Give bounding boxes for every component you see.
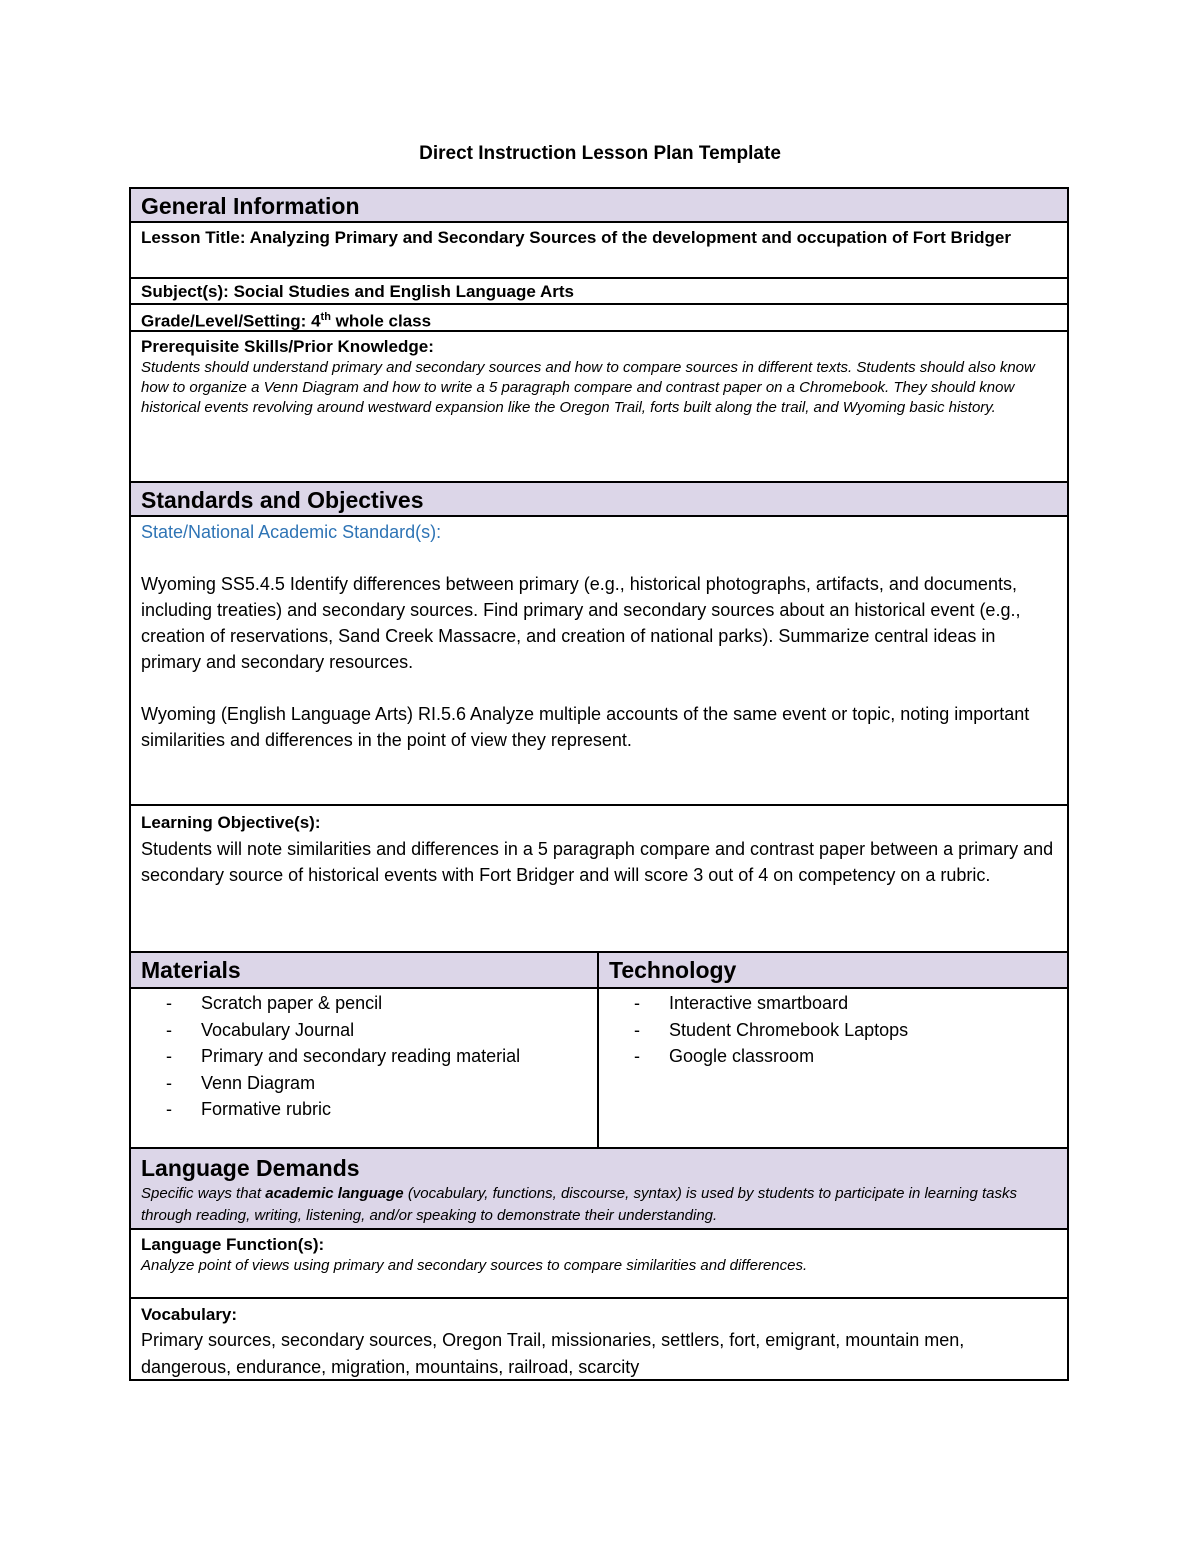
lesson-plan-table — [129, 187, 1069, 1381]
subject-row — [131, 279, 1067, 305]
lesson-title-row — [131, 223, 1067, 279]
list-item: - Primary and secondary reading material — [166, 1046, 521, 1066]
language-demands-description: Specific ways that academic language (vocabulary, functions, discourse, syntax) is used by students to participate in learning tasks through reading, writing, listening, and/or speaking to demonstrate their understanding. — [141, 1185, 1018, 1224]
lesson-title-value: Analyzing Primary and Secondary Sources of the development and occupation of Fort Bridger — [249, 228, 1011, 247]
technology-cell — [599, 989, 1067, 1147]
prerequisite-label: Prerequisite Skills/Prior Knowledge: — [141, 337, 434, 356]
lesson-title-label: Lesson Title: — [141, 228, 246, 247]
materials-technology-row — [131, 989, 1067, 1149]
standards-row — [131, 517, 1067, 806]
materials-technology-header-row — [131, 953, 1067, 989]
grade-value: whole class — [335, 311, 432, 331]
academic-language-term: academic language — [265, 1185, 404, 1202]
standard-ri-5-6: Wyoming (English Language Arts) RI.5.6 Analyze multiple accounts of the same event or topic, noting important similarities and differences in the point of view they represent. — [141, 704, 1030, 750]
list-item: - Student Chromebook Laptops — [634, 1019, 909, 1040]
objective-row — [131, 806, 1067, 953]
language-function-label: Language Function(s): — [141, 1235, 325, 1254]
list-item: - Venn Diagram — [166, 1072, 316, 1093]
subject-value: Social Studies and English Language Arts — [233, 282, 574, 301]
standard-ss-5-4-5: Wyoming SS5.4.5 Identify differences between primary (e.g., historical photographs, artifacts, and documents, including treaties) and secondary sources. Find primary and secondary sources about an historical event (e.g., creation of reservations, Sand Creek Massacre, and creation of national parks). Summarize central ideas in primary and secondary resources. — [141, 574, 1021, 672]
language-function-row — [131, 1230, 1067, 1299]
general-information-header: General Information — [131, 189, 1067, 223]
list-item: - Google classroom — [634, 1046, 815, 1066]
list-item: - Interactive smartboard — [634, 993, 849, 1013]
grade-label: Grade/Level/Setting: — [141, 311, 307, 331]
subject-label: Subject(s): — [141, 282, 229, 301]
language-demands-header — [131, 1149, 1067, 1230]
standards-label: State/National Academic Standard(s): — [141, 522, 442, 542]
language-demands-title: Language Demands — [141, 1155, 360, 1181]
prerequisite-row — [131, 332, 1067, 483]
materials-cell — [131, 989, 599, 1147]
objective-text: Students will note similarities and differences in a 5 paragraph compare and contrast paper between a primary and secondary source of historical events with Fort Bridger and will score 3 out of 4 on competency on a rubric. — [141, 839, 1054, 885]
standards-objectives-header: Standards and Objectives — [131, 483, 1067, 517]
list-item: - Formative rubric — [166, 1099, 332, 1119]
materials-list — [131, 990, 597, 1123]
document-title: Direct Instruction Lesson Plan Template — [419, 143, 781, 164]
materials-header: Materials — [131, 953, 599, 987]
objective-label: Learning Objective(s): — [141, 813, 321, 832]
list-item: - Vocabulary Journal — [166, 1019, 355, 1040]
grade-number: 4 — [311, 311, 321, 331]
vocabulary-row — [131, 1299, 1067, 1379]
technology-list — [599, 990, 1067, 1070]
language-function-text: Analyze point of views using primary and secondary sources to compare similarities and differences. — [141, 1257, 808, 1274]
grade-superscript: th — [320, 311, 331, 323]
grade-row — [131, 305, 1067, 332]
vocabulary-label: Vocabulary: — [141, 1305, 238, 1324]
technology-header: Technology — [599, 953, 1067, 987]
vocabulary-text: Primary sources, secondary sources, Oregon Trail, missionaries, settlers, fort, emigrant, mountain men, dangerous, endurance, migration, mountains, railroad, scarcity — [141, 1330, 965, 1377]
list-item: - Scratch paper & pencil — [166, 993, 383, 1013]
prerequisite-text: Students should understand primary and secondary sources and how to compare sources in different texts. Students should also know how to organize a Venn Diagram and how to write a 5 paragraph compare and contrast paper on a Chromebook. They should know historical events revolving around westward expansion like the Oregon Trail, forts built along the trail, and Wyoming basic history. — [141, 359, 1035, 416]
